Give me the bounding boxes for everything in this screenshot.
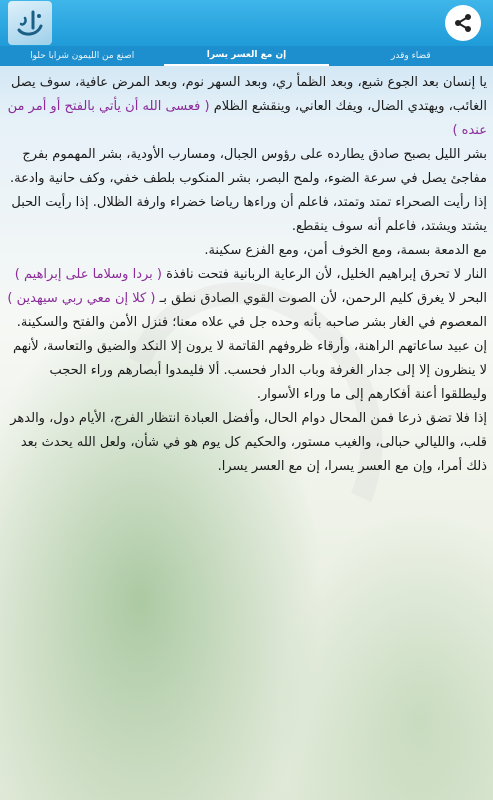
tab-qadaa-wa-qadar[interactable]: قضاء وقدر	[391, 51, 431, 61]
quran-quote: ( بردا وسلاما على إبراهيم )	[14, 267, 162, 282]
tab-isna-min-allaymoon[interactable]: اصنع من الليمون شرابا حلوا	[30, 51, 135, 61]
paragraph-text: البحر لا يغرق كليم الرحمن، لأن الصوت القوي الصادق نطق بـ	[159, 291, 487, 306]
action-bar	[0, 0, 493, 46]
quran-quote: ( كلا إن معي ربي سيهدين )	[7, 291, 156, 306]
paragraph-text: النار لا تحرق إبراهيم الخليل، لأن الرعاية الربانية فتحت نافذة	[166, 267, 487, 282]
calligraphy-logo-icon[interactable]	[8, 1, 52, 45]
paragraph: مع الدمعة بسمة، ومع الخوف أمن، ومع الفزع سكينة.	[204, 243, 487, 258]
paragraph	[6, 263, 487, 287]
paragraph-text: يا إنسان بعد الجوع شبع، وبعد الظمأ ري، وبعد السهر نوم، وبعد المرض عافية، سوف يصل الغائب، ويهتدي الضال، ويفك العاني، وينقشع الظلام	[10, 75, 487, 114]
article-text[interactable]	[0, 66, 493, 800]
share-icon	[452, 12, 474, 34]
paragraph: إن عبيد ساعاتهم الراهنة، وأرقاء ظروفهم القاتمة لا يرون إلا النكد والضيق والتعاسة، لأنهم لا ينظرون إلا إلى جدار الغرفة وباب الدار فحسب. ألا فليمدوا أبصارهم وراء الحجب وليطلقوا أعنة أفكارهم إلى ما وراء الأسوار.	[13, 339, 487, 402]
paragraph	[6, 287, 487, 311]
paragraph: المعصوم في الغار بشر صاحبه بأنه وحده جل في علاه معنا؛ فنزل الأمن والفتح والسكينة.	[16, 315, 487, 330]
tab-bar	[0, 46, 493, 66]
quran-quote: ( فعسى الله أن يأتي بالفتح أو أمر من عنده )	[7, 99, 487, 138]
share-button[interactable]	[445, 5, 481, 41]
paragraph	[6, 71, 487, 143]
paragraph: إذا رأيت الصحراء تمتد وتمتد، فاعلم أن وراءها رياضا خضراء وارفة الظلال. إذا رأيت الحبل يشتد ويشتد، فاعلم أنه سوف ينقطع.	[11, 195, 487, 234]
paragraph: بشر الليل بصبح صادق يطارده على رؤوس الجبال، ومسارب الأودية، بشر المهموم بفرج مفاجئ يصل في سرعة الضوء، ولمح البصر، بشر المنكوب بلطف خفي، وكف حانية وادعة.	[9, 147, 487, 186]
paragraph: إذا فلا تضق ذرعا فمن المحال دوام الحال، وأفضل العبادة انتظار الفرج، الأيام دول، والدهر قلب، والليالي حبالى، والغيب مستور، والحكيم كل يوم هو في شأن، ولعل الله يحدث بعد ذلك أمرا، وإن مع العسر يسرا، إن مع العسر يسرا.	[10, 411, 487, 474]
tab-inna-maa-alusr-yusra[interactable]: إن مع العسر يسرا	[164, 46, 328, 66]
